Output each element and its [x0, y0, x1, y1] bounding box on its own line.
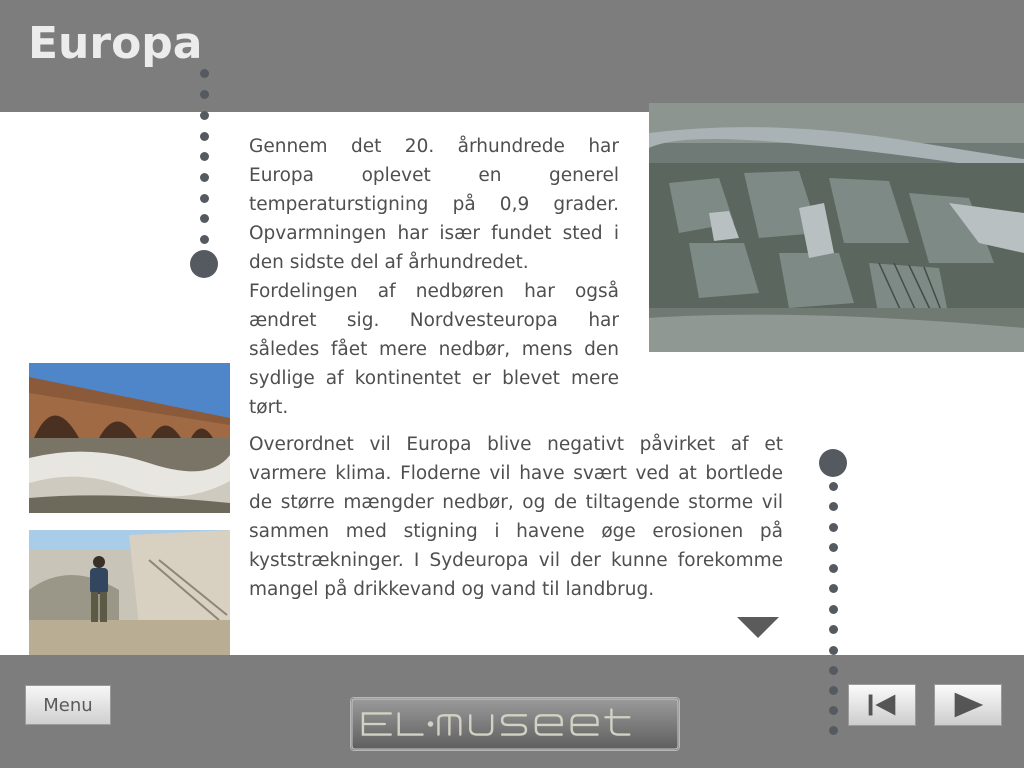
dot — [829, 584, 838, 593]
dot — [829, 502, 838, 511]
dot — [829, 646, 838, 655]
skip-back-icon — [849, 685, 915, 725]
dot — [829, 543, 838, 552]
text-column-lower — [249, 430, 783, 604]
dot — [829, 482, 838, 491]
dot — [200, 132, 209, 141]
dot-end — [190, 250, 218, 278]
dot — [829, 686, 838, 695]
el-museet-logo — [350, 697, 680, 751]
dot — [829, 564, 838, 573]
paragraph-precipitation: Fordelingen af nedbøren har også ændret sig. Nordvesteuropa har således fået mere nedbør, mens den sydlige af kontinentet er blevet mere tørt. — [249, 281, 619, 418]
dot — [200, 173, 209, 182]
dot — [200, 152, 209, 161]
dot — [200, 194, 209, 203]
page-title: Europa — [28, 18, 203, 69]
dot — [200, 69, 209, 78]
dot — [200, 214, 209, 223]
dot — [829, 706, 838, 715]
paragraph-temperature: Gennem det 20. århundrede har Europa oplevet en generel temperaturstigning på 0,9 grader. Opvarmningen har især fundet sted i den sidste del af århundredet. — [249, 136, 619, 273]
next-button[interactable] — [934, 684, 1002, 726]
previous-button[interactable] — [848, 684, 916, 726]
dot — [200, 90, 209, 99]
dot — [829, 726, 838, 735]
play-icon — [935, 685, 1001, 725]
dot — [829, 666, 838, 675]
triangle-down-icon[interactable] — [737, 617, 779, 638]
dot-end — [819, 449, 847, 477]
bridge-river-photo — [29, 363, 230, 513]
dot — [200, 235, 209, 244]
menu-button[interactable]: Menu — [25, 685, 111, 725]
dot — [200, 111, 209, 120]
dot — [829, 523, 838, 532]
dot — [829, 605, 838, 614]
paragraph-consequences: Overordnet vil Europa blive negativt påvirket af et varmere klima. Floderne vil have svært ved at bortlede de større mængder nedbør, og de tiltagende storme vil sammen med stigning i havene øge erosionen på kyststrækninger. I Sydeuropa vil der kunne forekomme mangel på drikkevand og vand til landbrug. — [249, 434, 783, 600]
aerial-flood-photo — [649, 103, 1024, 352]
dry-riverbed-photo — [29, 530, 230, 660]
dot — [829, 625, 838, 634]
text-column-left — [249, 132, 619, 422]
